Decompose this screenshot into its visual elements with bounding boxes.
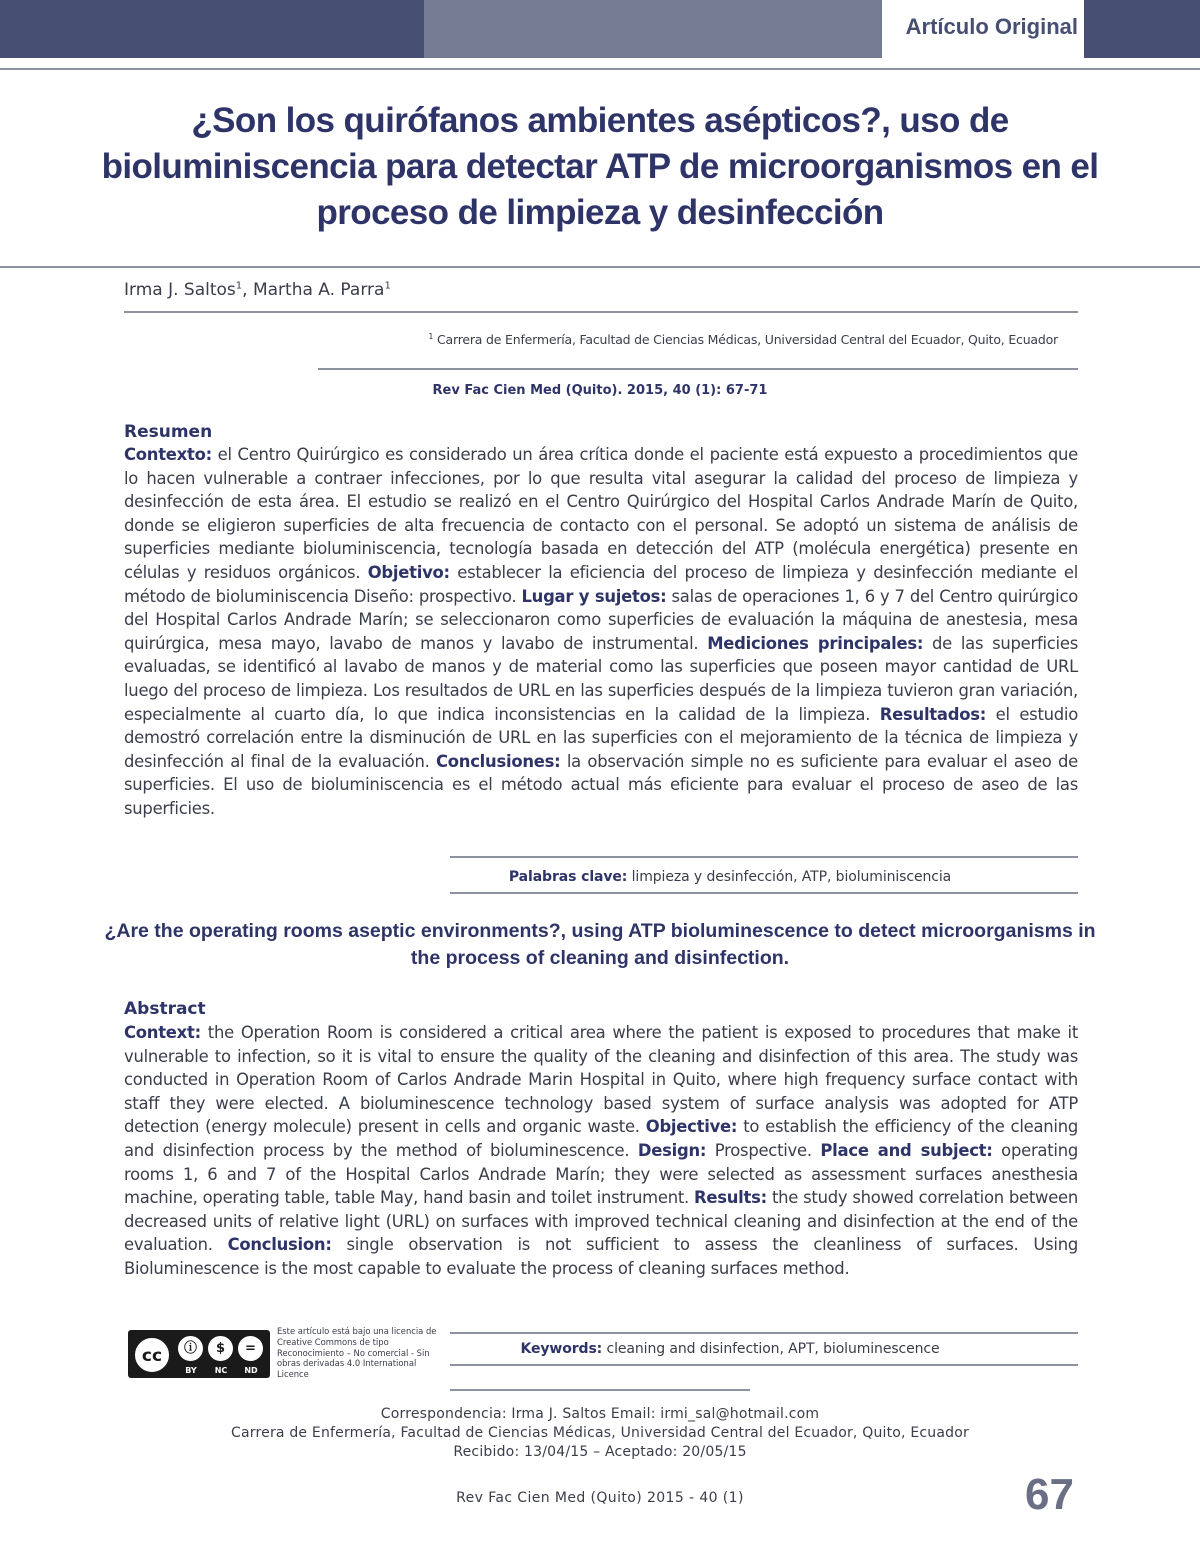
abstract-text-results: the study showed correlation between decreased units of relative light (URL) on surfaces with improved technical cleaning and disinfection at the end of the evaluation. <box>124 1188 1078 1255</box>
abstract-heading: Abstract <box>124 999 206 1019</box>
noderivatives-icon: = <box>236 1334 265 1363</box>
keywords-en-label: Keywords: <box>520 1341 603 1357</box>
resumen-label-objetivo: Objetivo: <box>367 562 450 582</box>
abstract-text-objective: to establish the efficiency of the cleaning and disinfection process by the method of bioluminescence. <box>124 1117 1078 1160</box>
section-label: Artículo Original <box>905 14 1078 39</box>
author-name: Irma J. Saltos <box>124 280 236 300</box>
license-text: Este artículo está bajo una licencia de Creative Commons de tipo Reconocimiento – No comercial - Sin obras derivadas 4.0 International Licence <box>277 1326 437 1380</box>
resumen-label-lugar: Lugar y sujetos: <box>521 586 667 606</box>
journal-footer: Rev Fac Cien Med (Quito) 2015 - 40 (1) <box>456 1490 744 1506</box>
header-bar-left <box>0 0 424 58</box>
resumen-text-resultados: el estudio demostró correlación entre la disminución de URL en las superficies con el mejoramiento de la técnica de limpieza y desinfección al final de la evaluación. <box>124 704 1079 771</box>
resumen-text-objetivo: establecer la eficiencia del proceso de limpieza y desinfección mediante el método de bioluminiscencia Diseño: prospectivo. <box>124 562 1078 606</box>
authors-rule <box>124 311 1078 313</box>
author-name: Martha A. Parra <box>252 280 385 300</box>
cc-license-badge[interactable] <box>128 1330 270 1378</box>
header-rule <box>0 68 1200 70</box>
keywords-en-text: cleaning and disinfection, APT, bioluminescence <box>602 1341 940 1357</box>
page-number: 67 <box>1025 1470 1074 1519</box>
correspondence-institution: Carrera de Enfermería, Facultad de Ciencias Médicas, Universidad Central del Ecuador, Quito, Ecuador <box>231 1425 969 1441</box>
keywords-en-bottom-rule <box>450 1364 1078 1366</box>
abstract-paragraph <box>124 1021 1078 1281</box>
author-affiliation-mark: 1 <box>235 280 243 292</box>
affiliation-rule <box>318 368 1078 370</box>
cc-icon: cc <box>132 1335 172 1375</box>
resumen-text-conclusiones: la observación simple no es suficiente para evaluar el aseo de superficies. El uso de bioluminiscencia es el método actual más eficiente para evaluar el proceso de aseo de las superficies. <box>124 751 1078 818</box>
header-bar-middle <box>424 0 882 58</box>
title-rule <box>0 266 1200 268</box>
by-label: BY <box>185 1366 197 1375</box>
author-list <box>124 280 391 300</box>
keywords-en-top-rule <box>450 1332 1078 1334</box>
resumen-label-resultados: Resultados: <box>879 704 987 724</box>
correspondence-contact: Correspondencia: Irma J. Saltos Email: irmi_sal@hotmail.com <box>380 1406 820 1422</box>
resumen-label-contexto: Contexto: <box>124 445 212 464</box>
abstract-text-conclusion: single observation is not sufficient to assess the cleanliness of surfaces. Using Bioluminescence is the most capable to evaluate the process of cleaning surfaces method. <box>124 1235 1078 1278</box>
header-bar-right <box>1084 0 1200 58</box>
abstract-label-context: Context: <box>124 1023 201 1042</box>
keywords-es-label: Palabras clave: <box>508 869 628 885</box>
abstract-label-design: Design: <box>637 1140 707 1160</box>
resumen-text-mediciones: de las superficies evaluadas, se identificó al lavabo de manos y de material como las superficies que poseen mayor cantidad de URL luego del proceso de limpieza. Los resultados de URL en las superficies después de la limpieza tuvieron gran variación, especialmente al cuarto día, lo que indica inconsistencias en la calidad de la limpieza. <box>124 633 1078 724</box>
abstract-text-place: operating rooms 1, 6 and 7 of the Hospital Carlos Andrade Marín; they were selected as assessment surfaces anesthesia machine, operating table, table May, hand basin and toilet instrument. <box>124 1140 1078 1208</box>
affiliation <box>318 332 1058 347</box>
resumen-text-contexto: el Centro Quirúrgico es considerado un área crítica donde el paciente está expuesto a procedimientos que lo hacen vulnerable a contraer infecciones, por lo que resulta vital asegurar la calidad del proceso de limpieza y desinfección de esta área. El estudio se realizó en el Centro Quirúrgico del Hospital Carlos Andrade Marín de Quito, donde se eligieron superficies de alta frecuencia de contacto con el personal. Se adoptó un sistema de análisis de superficies mediante bioluminiscencia, tecnología basada en detección del ATP (molécula energética) presente en células y residuos orgánicos. <box>124 445 1078 582</box>
citation: Rev Fac Cien Med (Quito). 2015, 40 (1): 67-71 <box>432 383 768 398</box>
article-title: ¿Son los quirófanos ambientes asépticos?, uso de bioluminiscencia para detectar ATP de microorganismos en el proceso de limpieza y desinfección <box>101 101 1099 232</box>
abstract-text-context: the Operation Room is considered a critical area where the patient is exposed to procedures that make it vulnerable to infection, so it is vital to ensure the quality of the cleaning and disinfection of this area. The study was conducted in Operation Room of Carlos Andrade Marin Hospital in Quito, where high frequency surface contact with staff they were elected. A bioluminescence technology based system of surface analysis was adopted for ATP detection (energy molecule) present in cells and organic waste. <box>124 1023 1078 1137</box>
resumen-text-lugar: salas de operaciones 1, 6 y 7 del Centro quirúrgico del Hospital Carlos Andrade Marín; se seleccionaron como superficies de evaluación la máquina de anestesia, mesa quirúrgica, mesa mayo, lavabo de manos y lavabo de instrumental. <box>124 586 1078 653</box>
resumen-label-mediciones: Mediciones principales: <box>707 633 924 653</box>
nd-label: ND <box>244 1366 258 1375</box>
affiliation-text: Carrera de Enfermería, Facultad de Ciencias Médicas, Universidad Central del Ecuador, Quito, Ecuador <box>436 332 1058 348</box>
author-affiliation-mark: 1 <box>384 280 391 292</box>
resumen-heading: Resumen <box>124 422 213 442</box>
keywords-en <box>450 1341 1010 1357</box>
english-title: ¿Are the operating rooms aseptic environments?, using ATP bioluminescence to detect microorganisms in the process of cleaning and disinfection. <box>104 920 1096 969</box>
abstract-label-conclusion: Conclusion: <box>227 1235 332 1255</box>
keywords-es-text: limpieza y desinfección, ATP, bioluminiscencia <box>627 869 952 885</box>
keywords-es-bottom-rule <box>450 892 1078 894</box>
noncommercial-icon: $ <box>206 1334 235 1363</box>
correspondence-rule <box>450 1389 750 1391</box>
resumen-label-conclusiones: Conclusiones: <box>435 751 561 771</box>
received-accepted-dates: Recibido: 13/04/15 – Aceptado: 20/05/15 <box>453 1444 747 1460</box>
abstract-label-place: Place and subject: <box>820 1140 993 1160</box>
attribution-icon: ⓘ <box>176 1334 205 1363</box>
keywords-es <box>450 869 1010 885</box>
abstract-text-design: Prospective. <box>706 1140 821 1160</box>
abstract-label-objective: Objective: <box>645 1117 738 1137</box>
abstract-label-results: Results: <box>694 1188 767 1208</box>
keywords-es-top-rule <box>450 856 1078 858</box>
resumen-paragraph <box>124 443 1078 821</box>
author-separator: , <box>242 280 253 300</box>
nc-label: NC <box>214 1366 228 1375</box>
affiliation-mark: 1 <box>428 332 434 341</box>
